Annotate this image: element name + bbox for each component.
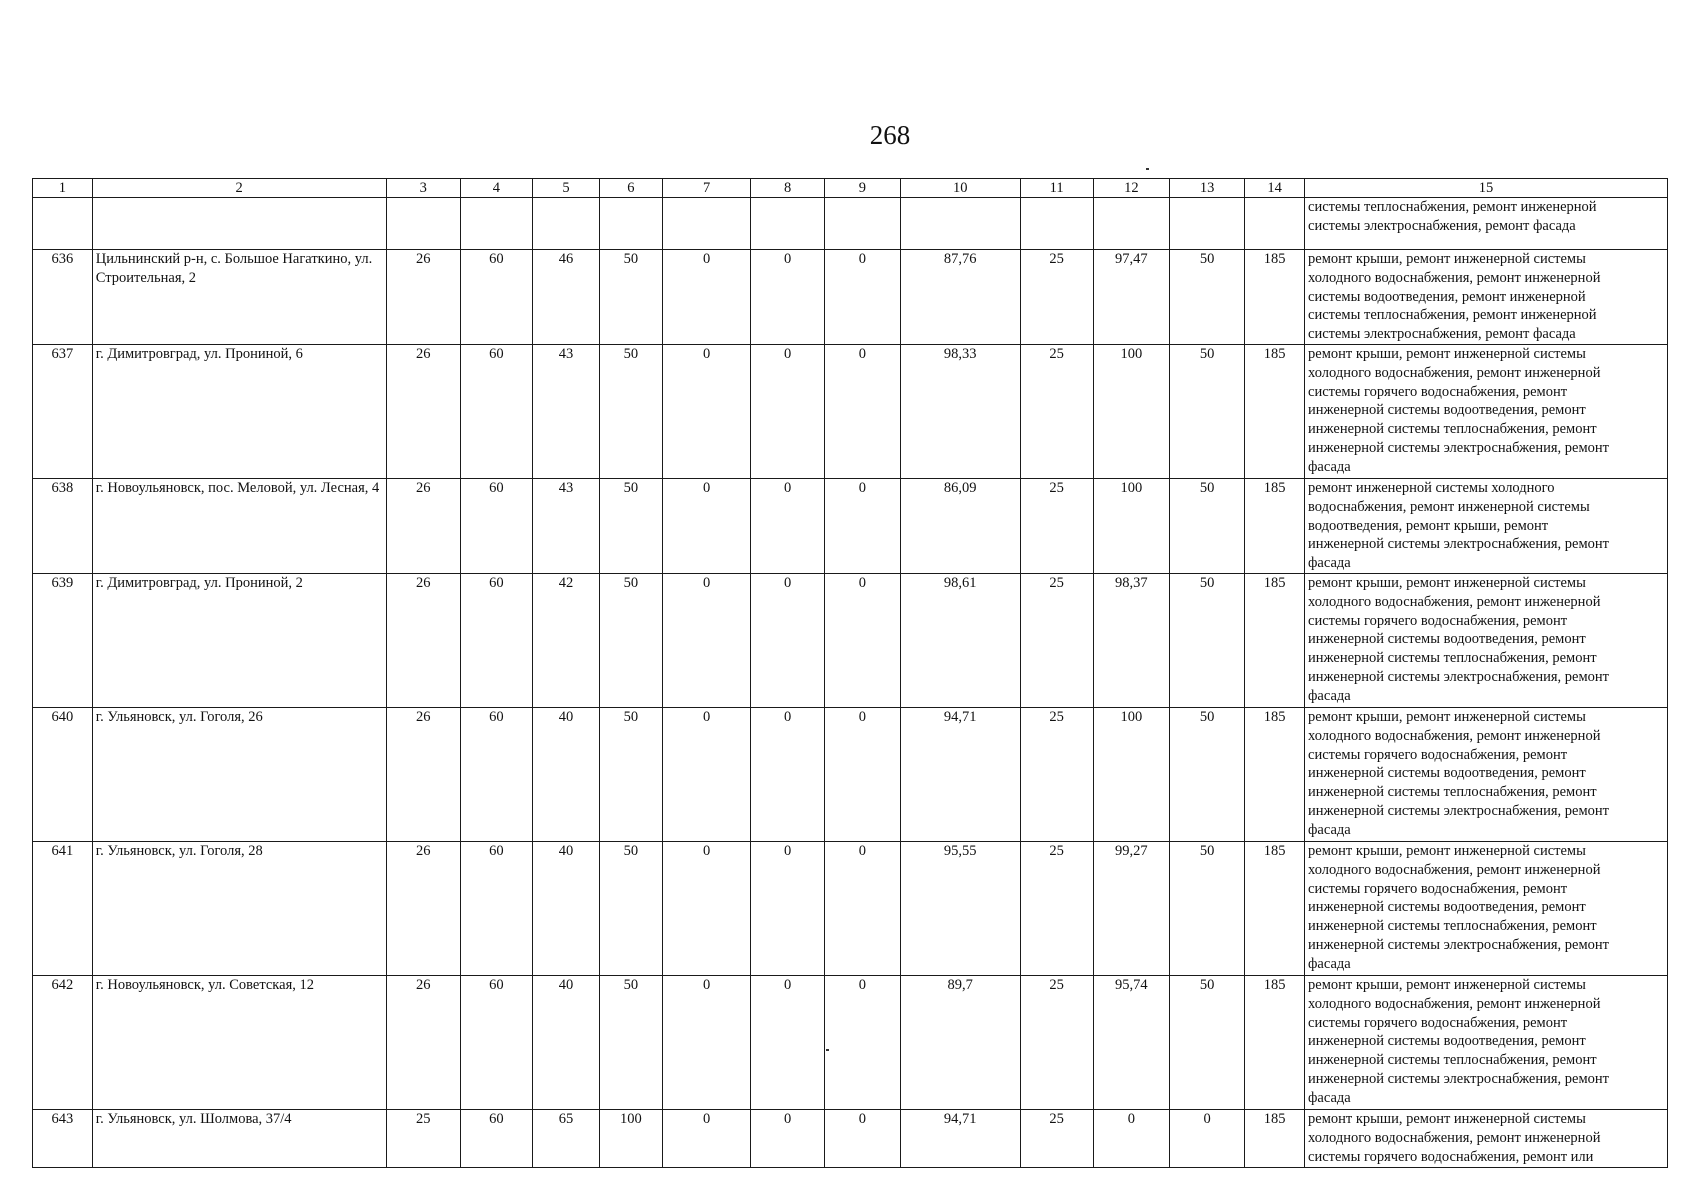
page-number: 268 bbox=[869, 120, 911, 150]
column-header: 4 bbox=[460, 179, 532, 198]
address-cell bbox=[92, 198, 386, 250]
stray-mark bbox=[826, 1049, 829, 1051]
column-header: 6 bbox=[599, 179, 662, 198]
column-header: 14 bbox=[1245, 179, 1305, 198]
value-cell: 185 bbox=[1245, 1110, 1305, 1168]
value-cell: 185 bbox=[1245, 479, 1305, 574]
value-cell: 0 bbox=[662, 976, 751, 1110]
value-cell: 60 bbox=[460, 250, 532, 345]
works-line: системы горячего водоснабжения, ремонт bbox=[1308, 880, 1568, 897]
value-cell: 100 bbox=[1093, 345, 1169, 479]
column-header: 8 bbox=[751, 179, 824, 198]
value-cell: 40 bbox=[532, 708, 599, 842]
value-cell: 50 bbox=[599, 708, 662, 842]
works-line: холодного водоснабжения, ремонт инженерной bbox=[1308, 593, 1601, 610]
value-cell bbox=[1245, 198, 1305, 250]
row-number-cell: 641 bbox=[33, 842, 93, 976]
works-line: инженерной системы теплоснабжения, ремонт bbox=[1308, 650, 1597, 667]
value-cell: 60 bbox=[460, 345, 532, 479]
works-line: ремонт инженерной системы холодного bbox=[1308, 480, 1555, 496]
works-line: системы горячего водоснабжения, ремонт bbox=[1308, 1014, 1568, 1031]
works-line: системы горячего водоснабжения, ремонт или bbox=[1308, 1148, 1594, 1165]
value-cell: 97,47 bbox=[1093, 250, 1169, 345]
works-cell bbox=[1305, 198, 1668, 250]
works-line: инженерной системы водоотведения, ремонт bbox=[1308, 899, 1586, 916]
row-number-cell: 637 bbox=[33, 345, 93, 479]
value-cell bbox=[1020, 198, 1093, 250]
table-row bbox=[33, 842, 1668, 976]
works-line: холодного водоснабжения, ремонт инженерной bbox=[1308, 269, 1601, 286]
works-line: инженерной системы теплоснабжения, ремонт bbox=[1308, 421, 1597, 438]
row-number-cell: 636 bbox=[33, 250, 93, 345]
works-line: инженерной системы электроснабжения, ремонт bbox=[1308, 802, 1610, 819]
column-header-row bbox=[33, 179, 1668, 198]
value-cell: 50 bbox=[599, 976, 662, 1110]
value-cell: 26 bbox=[386, 250, 460, 345]
value-cell bbox=[824, 198, 900, 250]
value-cell: 0 bbox=[751, 250, 824, 345]
value-cell: 50 bbox=[599, 345, 662, 479]
table-row bbox=[33, 1110, 1668, 1168]
value-cell: 50 bbox=[1170, 479, 1245, 574]
value-cell bbox=[532, 198, 599, 250]
value-cell: 0 bbox=[824, 345, 900, 479]
works-cell bbox=[1305, 250, 1668, 345]
works-line: инженерной системы теплоснабжения, ремонт bbox=[1308, 918, 1597, 935]
value-cell: 0 bbox=[824, 976, 900, 1110]
works-line: ремонт крыши, ремонт инженерной системы bbox=[1308, 251, 1586, 267]
value-cell: 185 bbox=[1245, 574, 1305, 708]
value-cell: 98,61 bbox=[900, 574, 1020, 708]
address-cell: г. Димитровград, ул. Прониной, 2 bbox=[92, 574, 386, 708]
works-line: водоснабжения, ремонт инженерной системы bbox=[1308, 498, 1590, 515]
value-cell: 0 bbox=[751, 976, 824, 1110]
works-line: системы горячего водоснабжения, ремонт bbox=[1308, 612, 1568, 629]
value-cell: 0 bbox=[824, 479, 900, 574]
value-cell: 0 bbox=[662, 708, 751, 842]
value-cell bbox=[386, 198, 460, 250]
value-cell: 0 bbox=[1170, 1110, 1245, 1168]
value-cell: 50 bbox=[1170, 976, 1245, 1110]
value-cell: 50 bbox=[599, 574, 662, 708]
value-cell: 94,71 bbox=[900, 1110, 1020, 1168]
address-cell: Цильнинский р-н, с. Большое Нагаткино, ул. Строительная, 2 bbox=[92, 250, 386, 345]
value-cell: 185 bbox=[1245, 708, 1305, 842]
value-cell: 0 bbox=[751, 1110, 824, 1168]
table-row bbox=[33, 345, 1668, 479]
row-number-cell: 643 bbox=[33, 1110, 93, 1168]
value-cell: 50 bbox=[599, 842, 662, 976]
works-line: фасада bbox=[1308, 1089, 1351, 1106]
works-line: инженерной системы теплоснабжения, ремонт bbox=[1308, 784, 1597, 801]
value-cell: 60 bbox=[460, 708, 532, 842]
value-cell: 26 bbox=[386, 842, 460, 976]
works-line: холодного водоснабжения, ремонт инженерной bbox=[1308, 1129, 1601, 1146]
works-line: фасада bbox=[1308, 687, 1351, 704]
table-row bbox=[33, 574, 1668, 708]
value-cell bbox=[751, 198, 824, 250]
value-cell: 0 bbox=[824, 574, 900, 708]
value-cell: 0 bbox=[751, 479, 824, 574]
value-cell: 50 bbox=[1170, 250, 1245, 345]
row-number-cell: 642 bbox=[33, 976, 93, 1110]
value-cell: 0 bbox=[751, 345, 824, 479]
address-cell: г. Ульяновск, ул. Гоголя, 26 bbox=[92, 708, 386, 842]
value-cell: 26 bbox=[386, 708, 460, 842]
value-cell: 0 bbox=[824, 842, 900, 976]
value-cell: 50 bbox=[1170, 842, 1245, 976]
address-cell: г. Ульяновск, ул. Гоголя, 28 bbox=[92, 842, 386, 976]
value-cell: 25 bbox=[1020, 842, 1093, 976]
value-cell: 65 bbox=[532, 1110, 599, 1168]
value-cell: 46 bbox=[532, 250, 599, 345]
works-line: ремонт крыши, ремонт инженерной системы bbox=[1308, 1111, 1586, 1127]
address-cell: г. Ульяновск, ул. Шолмова, 37/4 bbox=[92, 1110, 386, 1168]
value-cell bbox=[1170, 198, 1245, 250]
value-cell: 25 bbox=[1020, 574, 1093, 708]
value-cell: 0 bbox=[662, 479, 751, 574]
works-line: системы теплоснабжения, ремонт инженерной bbox=[1308, 307, 1597, 324]
column-header: 12 bbox=[1093, 179, 1169, 198]
value-cell: 86,09 bbox=[900, 479, 1020, 574]
value-cell bbox=[599, 198, 662, 250]
value-cell: 50 bbox=[1170, 574, 1245, 708]
value-cell: 25 bbox=[1020, 708, 1093, 842]
value-cell: 26 bbox=[386, 976, 460, 1110]
works-line: ремонт крыши, ремонт инженерной системы bbox=[1308, 346, 1586, 362]
value-cell: 50 bbox=[599, 250, 662, 345]
value-cell: 98,33 bbox=[900, 345, 1020, 479]
works-line: инженерной системы электроснабжения, ремонт bbox=[1308, 536, 1610, 553]
works-line: фасада bbox=[1308, 458, 1351, 475]
value-cell: 42 bbox=[532, 574, 599, 708]
works-line: системы горячего водоснабжения, ремонт bbox=[1308, 383, 1568, 400]
works-cell bbox=[1305, 976, 1668, 1110]
works-cell bbox=[1305, 574, 1668, 708]
works-line: фасада bbox=[1308, 821, 1351, 838]
value-cell: 185 bbox=[1245, 345, 1305, 479]
address-cell: г. Новоульяновск, ул. Советская, 12 bbox=[92, 976, 386, 1110]
works-line: системы теплоснабжения, ремонт инженерной bbox=[1308, 199, 1597, 215]
value-cell: 87,76 bbox=[900, 250, 1020, 345]
value-cell: 0 bbox=[662, 574, 751, 708]
value-cell bbox=[900, 198, 1020, 250]
value-cell: 0 bbox=[751, 842, 824, 976]
table-row bbox=[33, 250, 1668, 345]
works-line: инженерной системы водоотведения, ремонт bbox=[1308, 631, 1586, 648]
value-cell: 25 bbox=[1020, 1110, 1093, 1168]
works-line: инженерной системы водоотведения, ремонт bbox=[1308, 1033, 1586, 1050]
value-cell: 25 bbox=[1020, 250, 1093, 345]
value-cell: 94,71 bbox=[900, 708, 1020, 842]
value-cell: 43 bbox=[532, 479, 599, 574]
row-number-cell bbox=[33, 198, 93, 250]
value-cell: 98,37 bbox=[1093, 574, 1169, 708]
value-cell: 25 bbox=[1020, 345, 1093, 479]
value-cell: 60 bbox=[460, 842, 532, 976]
works-line: системы горячего водоснабжения, ремонт bbox=[1308, 746, 1568, 763]
value-cell: 185 bbox=[1245, 976, 1305, 1110]
works-line: инженерной системы теплоснабжения, ремонт bbox=[1308, 1052, 1597, 1069]
value-cell: 100 bbox=[599, 1110, 662, 1168]
works-line: ремонт крыши, ремонт инженерной системы bbox=[1308, 575, 1586, 591]
value-cell: 26 bbox=[386, 479, 460, 574]
works-line: холодного водоснабжения, ремонт инженерной bbox=[1308, 727, 1601, 744]
value-cell: 0 bbox=[662, 345, 751, 479]
column-header: 13 bbox=[1170, 179, 1245, 198]
value-cell bbox=[460, 198, 532, 250]
works-line: холодного водоснабжения, ремонт инженерной bbox=[1308, 995, 1601, 1012]
works-line: холодного водоснабжения, ремонт инженерной bbox=[1308, 861, 1601, 878]
value-cell: 25 bbox=[1020, 976, 1093, 1110]
value-cell: 26 bbox=[386, 345, 460, 479]
row-number-cell: 638 bbox=[33, 479, 93, 574]
stray-mark bbox=[1146, 168, 1149, 170]
value-cell: 0 bbox=[1093, 1110, 1169, 1168]
row-number-cell: 639 bbox=[33, 574, 93, 708]
works-line: инженерной системы электроснабжения, ремонт bbox=[1308, 936, 1610, 953]
value-cell: 40 bbox=[532, 842, 599, 976]
works-line: системы электроснабжения, ремонт фасада bbox=[1308, 217, 1576, 234]
works-line: инженерной системы электроснабжения, ремонт bbox=[1308, 439, 1610, 456]
value-cell: 0 bbox=[824, 708, 900, 842]
table-body bbox=[33, 198, 1668, 1168]
value-cell: 0 bbox=[751, 574, 824, 708]
value-cell: 0 bbox=[824, 250, 900, 345]
value-cell: 60 bbox=[460, 574, 532, 708]
value-cell: 185 bbox=[1245, 842, 1305, 976]
value-cell bbox=[662, 198, 751, 250]
works-line: холодного водоснабжения, ремонт инженерной bbox=[1308, 364, 1601, 381]
works-line: системы электроснабжения, ремонт фасада bbox=[1308, 326, 1576, 343]
column-header: 5 bbox=[532, 179, 599, 198]
value-cell: 50 bbox=[1170, 345, 1245, 479]
value-cell: 60 bbox=[460, 1110, 532, 1168]
value-cell: 60 bbox=[460, 976, 532, 1110]
value-cell: 26 bbox=[386, 574, 460, 708]
value-cell: 95,55 bbox=[900, 842, 1020, 976]
works-line: фасада bbox=[1308, 955, 1351, 972]
value-cell: 95,74 bbox=[1093, 976, 1169, 1110]
value-cell: 99,27 bbox=[1093, 842, 1169, 976]
value-cell: 25 bbox=[1020, 479, 1093, 574]
works-cell bbox=[1305, 479, 1668, 574]
column-header: 9 bbox=[824, 179, 900, 198]
row-number-cell: 640 bbox=[33, 708, 93, 842]
value-cell: 0 bbox=[662, 842, 751, 976]
value-cell: 0 bbox=[662, 1110, 751, 1168]
works-line: ремонт крыши, ремонт инженерной системы bbox=[1308, 843, 1586, 859]
column-header: 15 bbox=[1305, 179, 1668, 198]
table-row bbox=[33, 479, 1668, 574]
value-cell: 185 bbox=[1245, 250, 1305, 345]
value-cell: 43 bbox=[532, 345, 599, 479]
address-cell: г. Новоульяновск, пос. Меловой, ул. Лесная, 4 bbox=[92, 479, 386, 574]
column-header: 3 bbox=[386, 179, 460, 198]
value-cell: 0 bbox=[824, 1110, 900, 1168]
works-line: инженерной системы водоотведения, ремонт bbox=[1308, 765, 1586, 782]
works-cell bbox=[1305, 842, 1668, 976]
column-header: 10 bbox=[900, 179, 1020, 198]
works-cell bbox=[1305, 708, 1668, 842]
column-header: 2 bbox=[92, 179, 386, 198]
table-row bbox=[33, 976, 1668, 1110]
works-line: инженерной системы электроснабжения, ремонт bbox=[1308, 668, 1610, 685]
table-row bbox=[33, 198, 1668, 250]
works-line: системы водоотведения, ремонт инженерной bbox=[1308, 288, 1586, 305]
value-cell: 40 bbox=[532, 976, 599, 1110]
value-cell: 100 bbox=[1093, 479, 1169, 574]
value-cell: 89,7 bbox=[900, 976, 1020, 1110]
works-line: инженерной системы водоотведения, ремонт bbox=[1308, 402, 1586, 419]
value-cell: 0 bbox=[662, 250, 751, 345]
works-cell bbox=[1305, 1110, 1668, 1168]
column-header: 11 bbox=[1020, 179, 1093, 198]
works-line: инженерной системы электроснабжения, ремонт bbox=[1308, 1070, 1610, 1087]
table-row bbox=[33, 708, 1668, 842]
works-line: фасада bbox=[1308, 555, 1351, 572]
works-cell bbox=[1305, 345, 1668, 479]
column-header: 1 bbox=[33, 179, 93, 198]
value-cell: 60 bbox=[460, 479, 532, 574]
data-table bbox=[32, 178, 1668, 1168]
works-line: водоотведения, ремонт крыши, ремонт bbox=[1308, 517, 1549, 534]
value-cell: 100 bbox=[1093, 708, 1169, 842]
column-header: 7 bbox=[662, 179, 751, 198]
value-cell bbox=[1093, 198, 1169, 250]
works-line: ремонт крыши, ремонт инженерной системы bbox=[1308, 709, 1586, 725]
works-line: ремонт крыши, ремонт инженерной системы bbox=[1308, 977, 1586, 993]
value-cell: 25 bbox=[386, 1110, 460, 1168]
value-cell: 0 bbox=[751, 708, 824, 842]
value-cell: 50 bbox=[599, 479, 662, 574]
address-cell: г. Димитровград, ул. Прониной, 6 bbox=[92, 345, 386, 479]
value-cell: 50 bbox=[1170, 708, 1245, 842]
